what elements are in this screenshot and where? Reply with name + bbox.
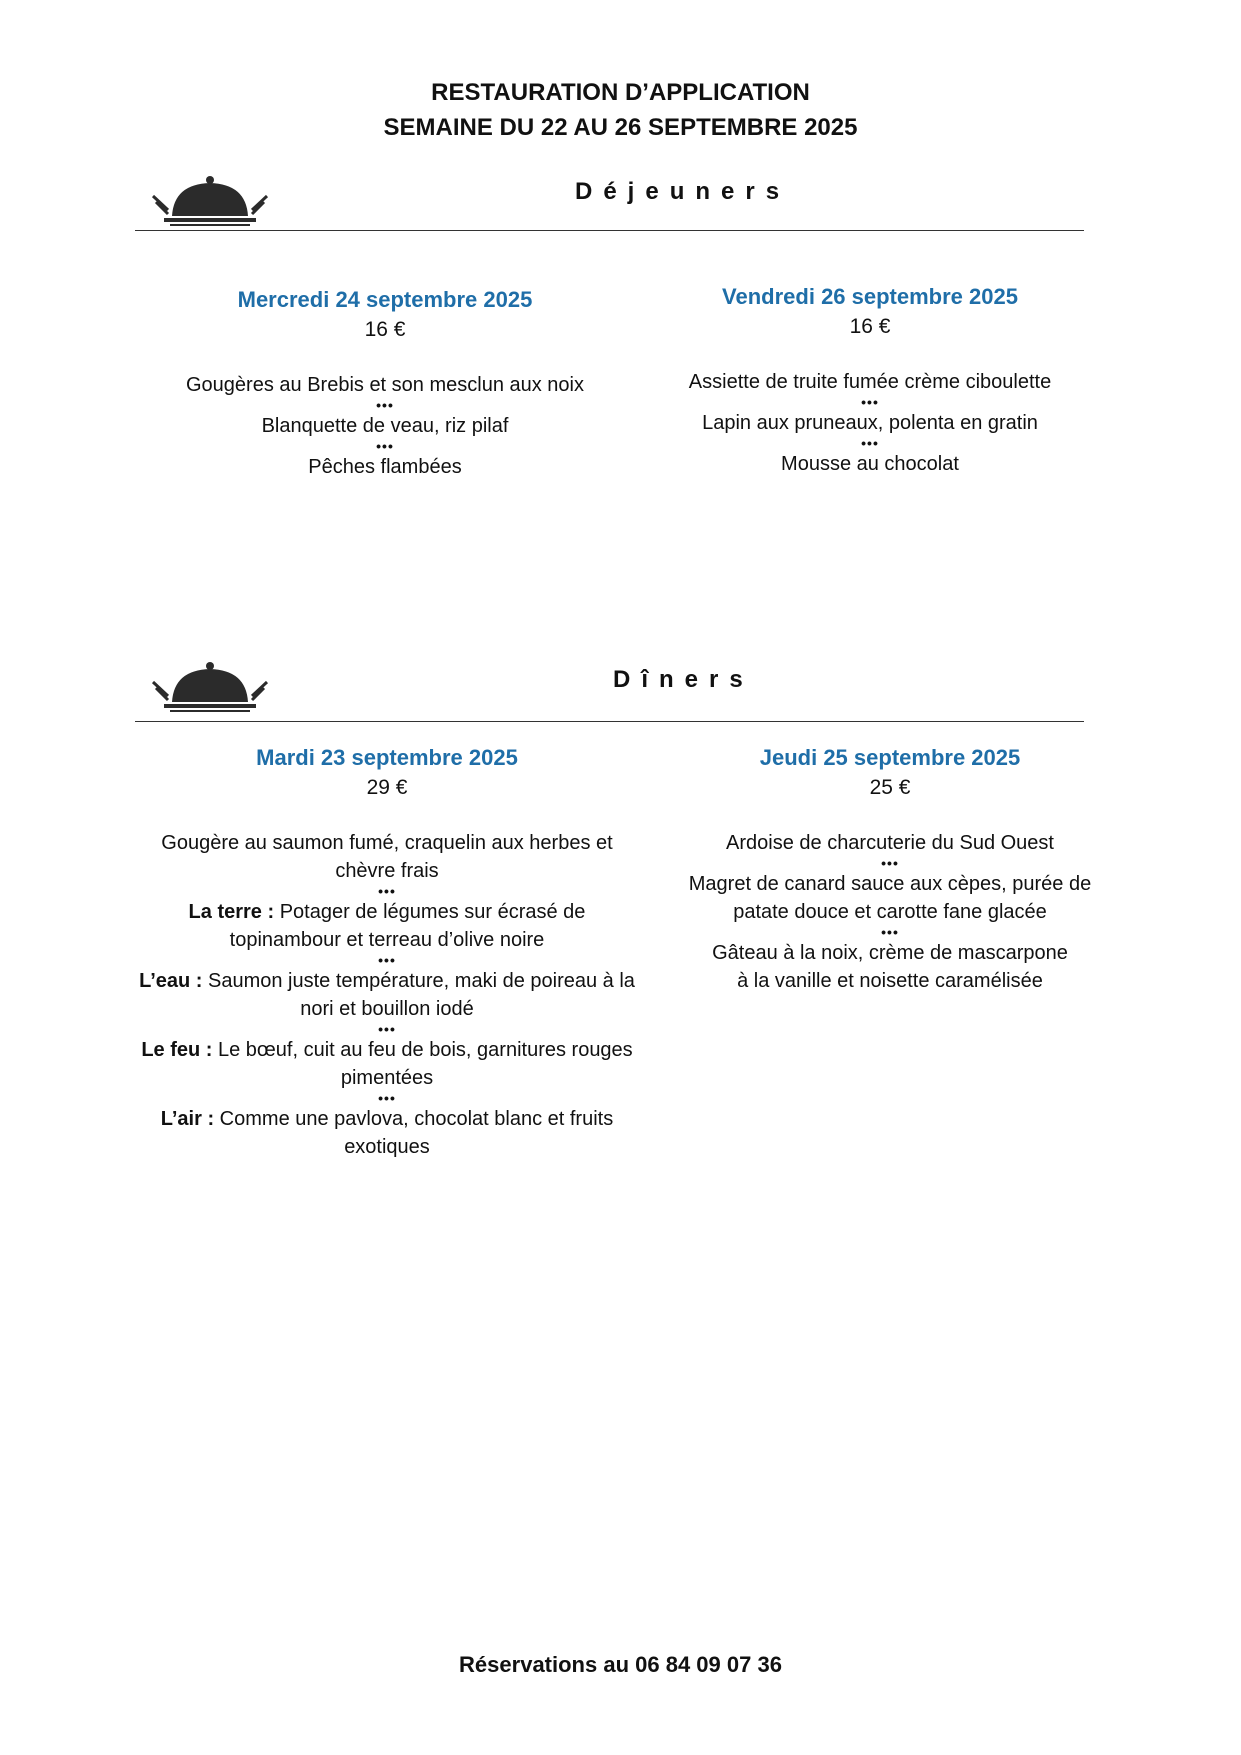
lunch-menu-right xyxy=(620,282,1120,478)
dinner-menu-right xyxy=(640,743,1140,995)
menu-dish xyxy=(137,898,637,954)
menu-dish xyxy=(137,1036,637,1092)
dinner-menu-left xyxy=(137,743,637,1161)
separator-dots: ••• xyxy=(378,1021,396,1037)
menu-dish: Mousse au chocolat xyxy=(781,453,959,475)
lunch-divider xyxy=(135,230,1084,231)
cloche-icon xyxy=(150,172,270,232)
separator-dots: ••• xyxy=(378,883,396,899)
menu-dish: Gâteau à la noix, crème de mascarpone à la vanille et noisette caramélisée xyxy=(712,942,1068,992)
menu-day: Mardi 23 septembre 2025 xyxy=(256,745,518,770)
dish-label: L’air : xyxy=(160,1108,215,1130)
dinner-section-title: Dîners xyxy=(613,666,754,693)
dish-label: L’eau : xyxy=(139,970,203,992)
menu-price: 16 € xyxy=(364,318,406,341)
menu-dish: Ardoise de charcuterie du Sud Ouest xyxy=(726,832,1054,854)
menu-dish: Lapin aux pruneaux, polenta en gratin xyxy=(702,412,1038,434)
menu-dish xyxy=(137,1105,637,1161)
page-title-line1: RESTAURATION D’APPLICATION xyxy=(431,79,810,106)
dish-label: La terre : xyxy=(188,901,275,923)
separator-dots: ••• xyxy=(861,394,879,410)
separator-dots: ••• xyxy=(378,952,396,968)
separator-dots: ••• xyxy=(378,1090,396,1106)
dish-label: Le feu : xyxy=(141,1039,213,1061)
separator-dots: ••• xyxy=(881,924,899,940)
menu-dish: Assiette de truite fumée crème ciboulette xyxy=(688,371,1052,393)
menu-dish: Gougère au saumon fumé, craquelin aux herbes et chèvre frais xyxy=(161,832,613,882)
menu-price: 29 € xyxy=(366,776,408,799)
separator-dots: ••• xyxy=(861,435,879,451)
menu-dish: Gougères au Brebis et son mesclun aux noix xyxy=(186,374,584,396)
dish-text: Saumon juste température, maki de poireau à la nori et bouillon iodé xyxy=(202,970,635,1020)
dish-text: Le bœuf, cuit au feu de bois, garnitures rouges pimentées xyxy=(212,1039,633,1089)
lunch-menu-left xyxy=(135,285,635,481)
separator-dots: ••• xyxy=(376,438,394,454)
menu-day: Jeudi 25 septembre 2025 xyxy=(759,745,1021,770)
menu-price: 25 € xyxy=(869,776,911,799)
dish-text: Potager de légumes sur écrasé de topinambour et terreau d’olive noire xyxy=(229,901,586,951)
menu-day: Vendredi 26 septembre 2025 xyxy=(722,284,1018,309)
menu-dish: Blanquette de veau, riz pilaf xyxy=(261,415,509,437)
menu-dish xyxy=(137,967,637,1023)
lunch-section-title: Déjeuners xyxy=(575,178,791,205)
separator-dots: ••• xyxy=(376,397,394,413)
page-title-line2: SEMAINE DU 22 AU 26 SEPTEMBRE 2025 xyxy=(383,114,858,141)
menu-day: Mercredi 24 septembre 2025 xyxy=(237,287,533,312)
menu-dish: Magret de canard sauce aux cèpes, purée de patate douce et carotte fane glacée xyxy=(688,873,1092,923)
menu-dish: Pêches flambées xyxy=(308,456,462,478)
cloche-icon xyxy=(150,658,270,718)
dish-text: Comme une pavlova, chocolat blanc et fruits exotiques xyxy=(214,1108,614,1158)
menu-price: 16 € xyxy=(849,315,891,338)
separator-dots: ••• xyxy=(881,855,899,871)
dinner-divider xyxy=(135,721,1084,722)
reservation-phone: Réservations au 06 84 09 07 36 xyxy=(459,1652,782,1677)
